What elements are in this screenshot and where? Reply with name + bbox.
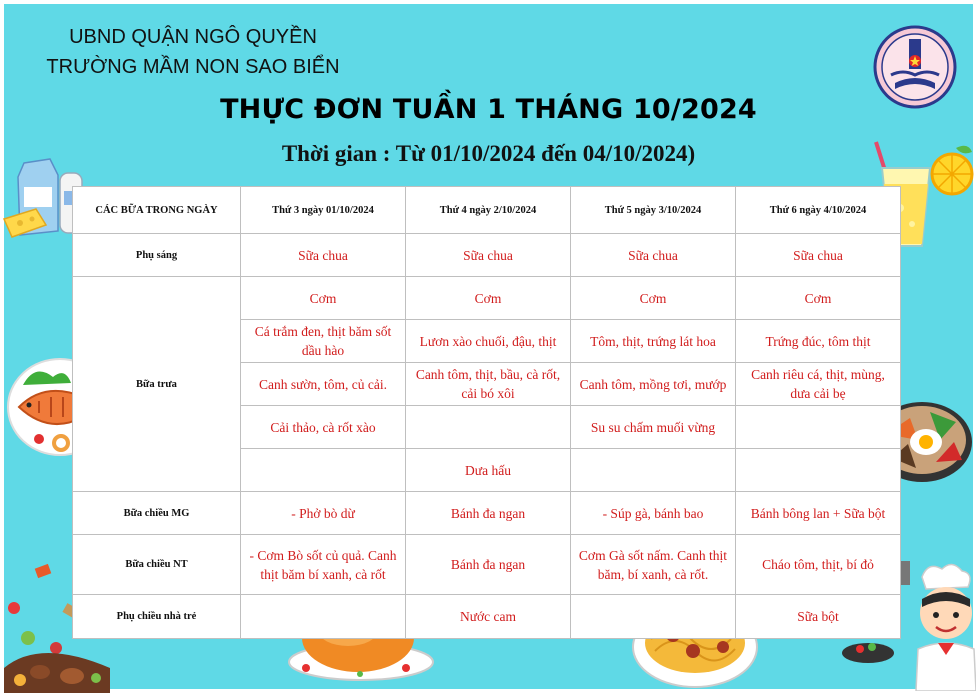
school-name: TRƯỜNG MẦM NON SAO BIỂN (46, 56, 340, 78)
menu-cell: - Phở bò dừ (241, 492, 406, 535)
menu-cell (241, 595, 406, 639)
menu-cell: Bánh đa ngan (406, 492, 571, 535)
menu-cell: Sữa chua (736, 234, 901, 277)
menu-cell (736, 406, 901, 449)
menu-cell: Cơm Gà sốt nấm. Canh thịt băm, bí xanh, cà rốt. (571, 535, 736, 595)
page-title: THỰC ĐƠN TUẦN 1 THÁNG 10/2024 (220, 94, 757, 125)
header-thu: Thứ 5 ngày 3/10/2024 (571, 187, 736, 234)
menu-cell (736, 449, 901, 492)
menu-cell: Cải thảo, cà rốt xào (241, 406, 406, 449)
menu-cell: Sữa chua (406, 234, 571, 277)
table-row (73, 535, 901, 595)
weekly-menu-table (72, 186, 901, 639)
meal-label: Phụ chiều nhà trẻ (73, 595, 241, 639)
menu-cell: Sữa chua (571, 234, 736, 277)
menu-cell: Trứng đúc, tôm thịt (736, 320, 901, 363)
menu-cell: Cơm (241, 277, 406, 320)
district-name: UBND QUẬN NGÔ QUYỀN (69, 26, 317, 48)
menu-cell: Cơm (736, 277, 901, 320)
menu-cell: Canh sườn, tôm, củ cải. (241, 363, 406, 406)
menu-cell: Sữa chua (241, 234, 406, 277)
menu-cell: Su su chấm muối vừng (571, 406, 736, 449)
menu-cell: Lươn xào chuối, đậu, thịt (406, 320, 571, 363)
meal-label: Phụ sáng (73, 234, 241, 277)
table-row (73, 492, 901, 535)
meal-label: Bữa chiều MG (73, 492, 241, 535)
menu-cell: Bánh bông lan + Sữa bột (736, 492, 901, 535)
header-meals: CÁC BỮA TRONG NGÀY (73, 187, 241, 234)
school-header (18, 22, 368, 82)
header-fri: Thứ 6 ngày 4/10/2024 (736, 187, 901, 234)
menu-cell: Bánh đa ngan (406, 535, 571, 595)
menu-cell (571, 449, 736, 492)
menu-cell: Canh tôm, thịt, bầu, cà rốt, cải bó xôi (406, 363, 571, 406)
menu-cell (406, 406, 571, 449)
table-row (73, 277, 901, 320)
menu-cell: Nước cam (406, 595, 571, 639)
menu-cell: Cơm (406, 277, 571, 320)
menu-cell: Cơm (571, 277, 736, 320)
menu-cell: Canh riêu cá, thịt, mùng, dưa cải bẹ (736, 363, 901, 406)
menu-cell: - Cơm Bò sốt củ quả. Canh thịt băm bí xanh, cà rốt (241, 535, 406, 595)
menu-cell: Dưa hấu (406, 449, 571, 492)
table-row (73, 595, 901, 639)
date-range: Thời gian : Từ 01/10/2024 đến 04/10/2024) (281, 141, 696, 166)
header-tue: Thứ 3 ngày 01/10/2024 (241, 187, 406, 234)
menu-cell (241, 449, 406, 492)
menu-cell: Canh tôm, mồng tơi, mướp (571, 363, 736, 406)
menu-cell: Cháo tôm, thịt, bí đỏ (736, 535, 901, 595)
menu-cell: Tôm, thịt, trứng lát hoa (571, 320, 736, 363)
menu-cell: Cá trắm đen, thịt băm sốt dầu hào (241, 320, 406, 363)
table-header-row (73, 187, 901, 234)
meal-label: Bữa trưa (73, 277, 241, 492)
menu-cell (571, 595, 736, 639)
menu-cell: - Súp gà, bánh bao (571, 492, 736, 535)
table-row (73, 234, 901, 277)
header-wed: Thứ 4 ngày 2/10/2024 (406, 187, 571, 234)
meal-label: Bữa chiều NT (73, 535, 241, 595)
menu-cell: Sữa bột (736, 595, 901, 639)
